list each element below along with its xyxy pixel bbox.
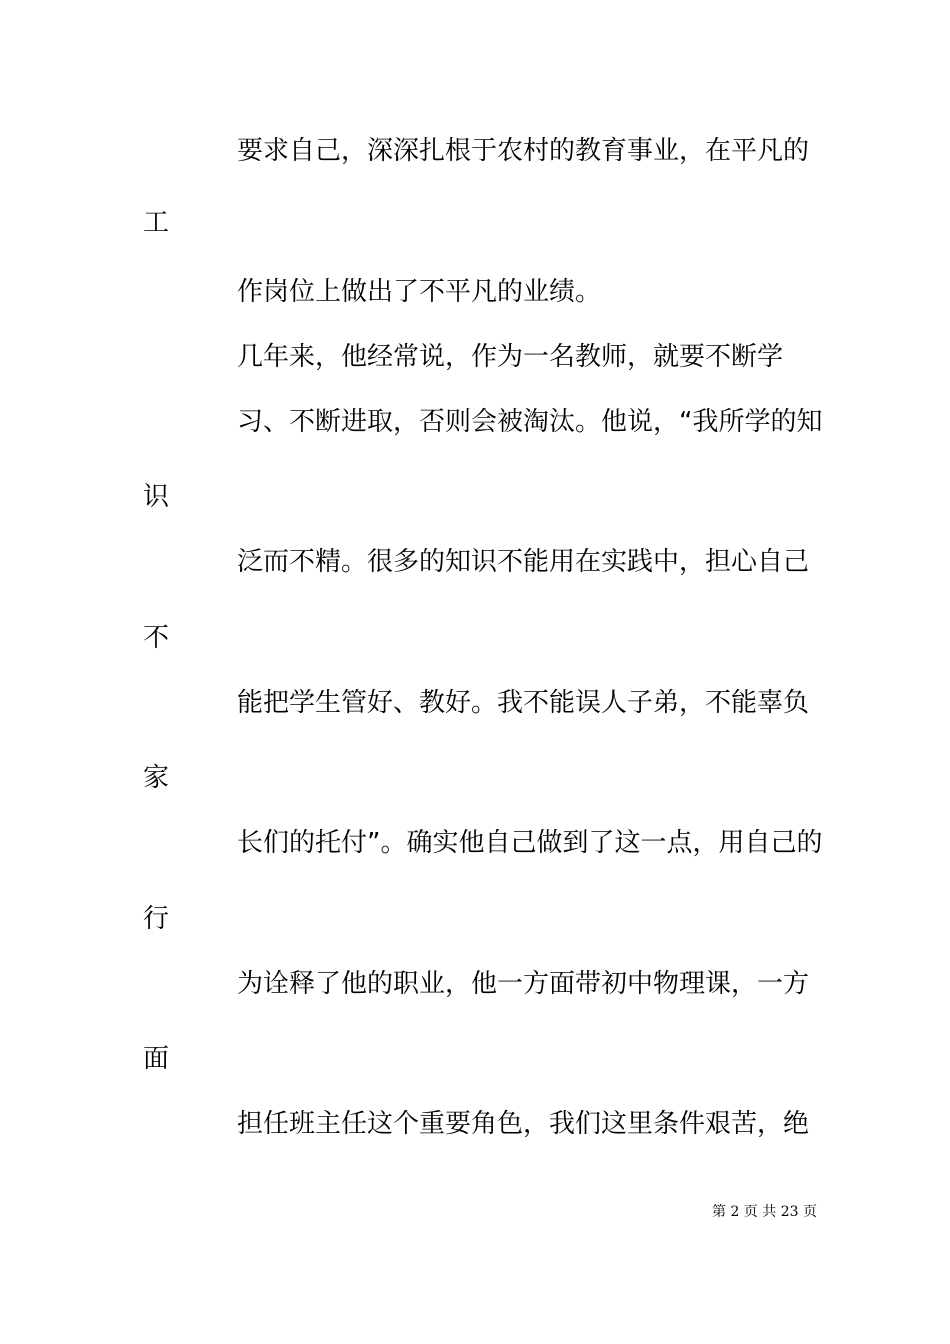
body-text-line: 作岗位上做出了不平凡的业绩。 <box>237 277 602 307</box>
body-text-line: 为诠释了他的职业，他一方面带初中物理课，一方 <box>237 969 810 999</box>
body-text-line: 几年来，他经常说，作为一名教师，就要不断学 <box>237 342 784 372</box>
body-text-line: 行 <box>143 904 170 934</box>
body-text-line: 要求自己，深深扎根于农村的教育事业，在平凡的 <box>237 136 810 166</box>
body-text-line: 面 <box>143 1044 170 1074</box>
body-text-line: 不 <box>143 623 170 653</box>
body-text-line: 能把学生管好、教好。我不能误人子弟，不能辜负 <box>237 688 810 718</box>
body-text-line: 担任班主任这个重要角色，我们这里条件艰苦，绝 <box>237 1109 810 1139</box>
page-number-footer: 第 2 页 共 23 页 <box>712 1204 817 1220</box>
body-text-line: 工 <box>143 208 170 238</box>
body-text-line: 识 <box>143 482 170 512</box>
body-text-line: 泛而不精。很多的知识不能用在实践中，担心自己 <box>237 547 810 577</box>
body-text-line: 长们的托付”。确实他自己做到了这一点，用自己的 <box>237 828 823 858</box>
body-text-line: 家 <box>143 763 170 793</box>
body-text-line: 习、不断进取，否则会被淘汰。他说，“我所学的知 <box>237 407 823 437</box>
